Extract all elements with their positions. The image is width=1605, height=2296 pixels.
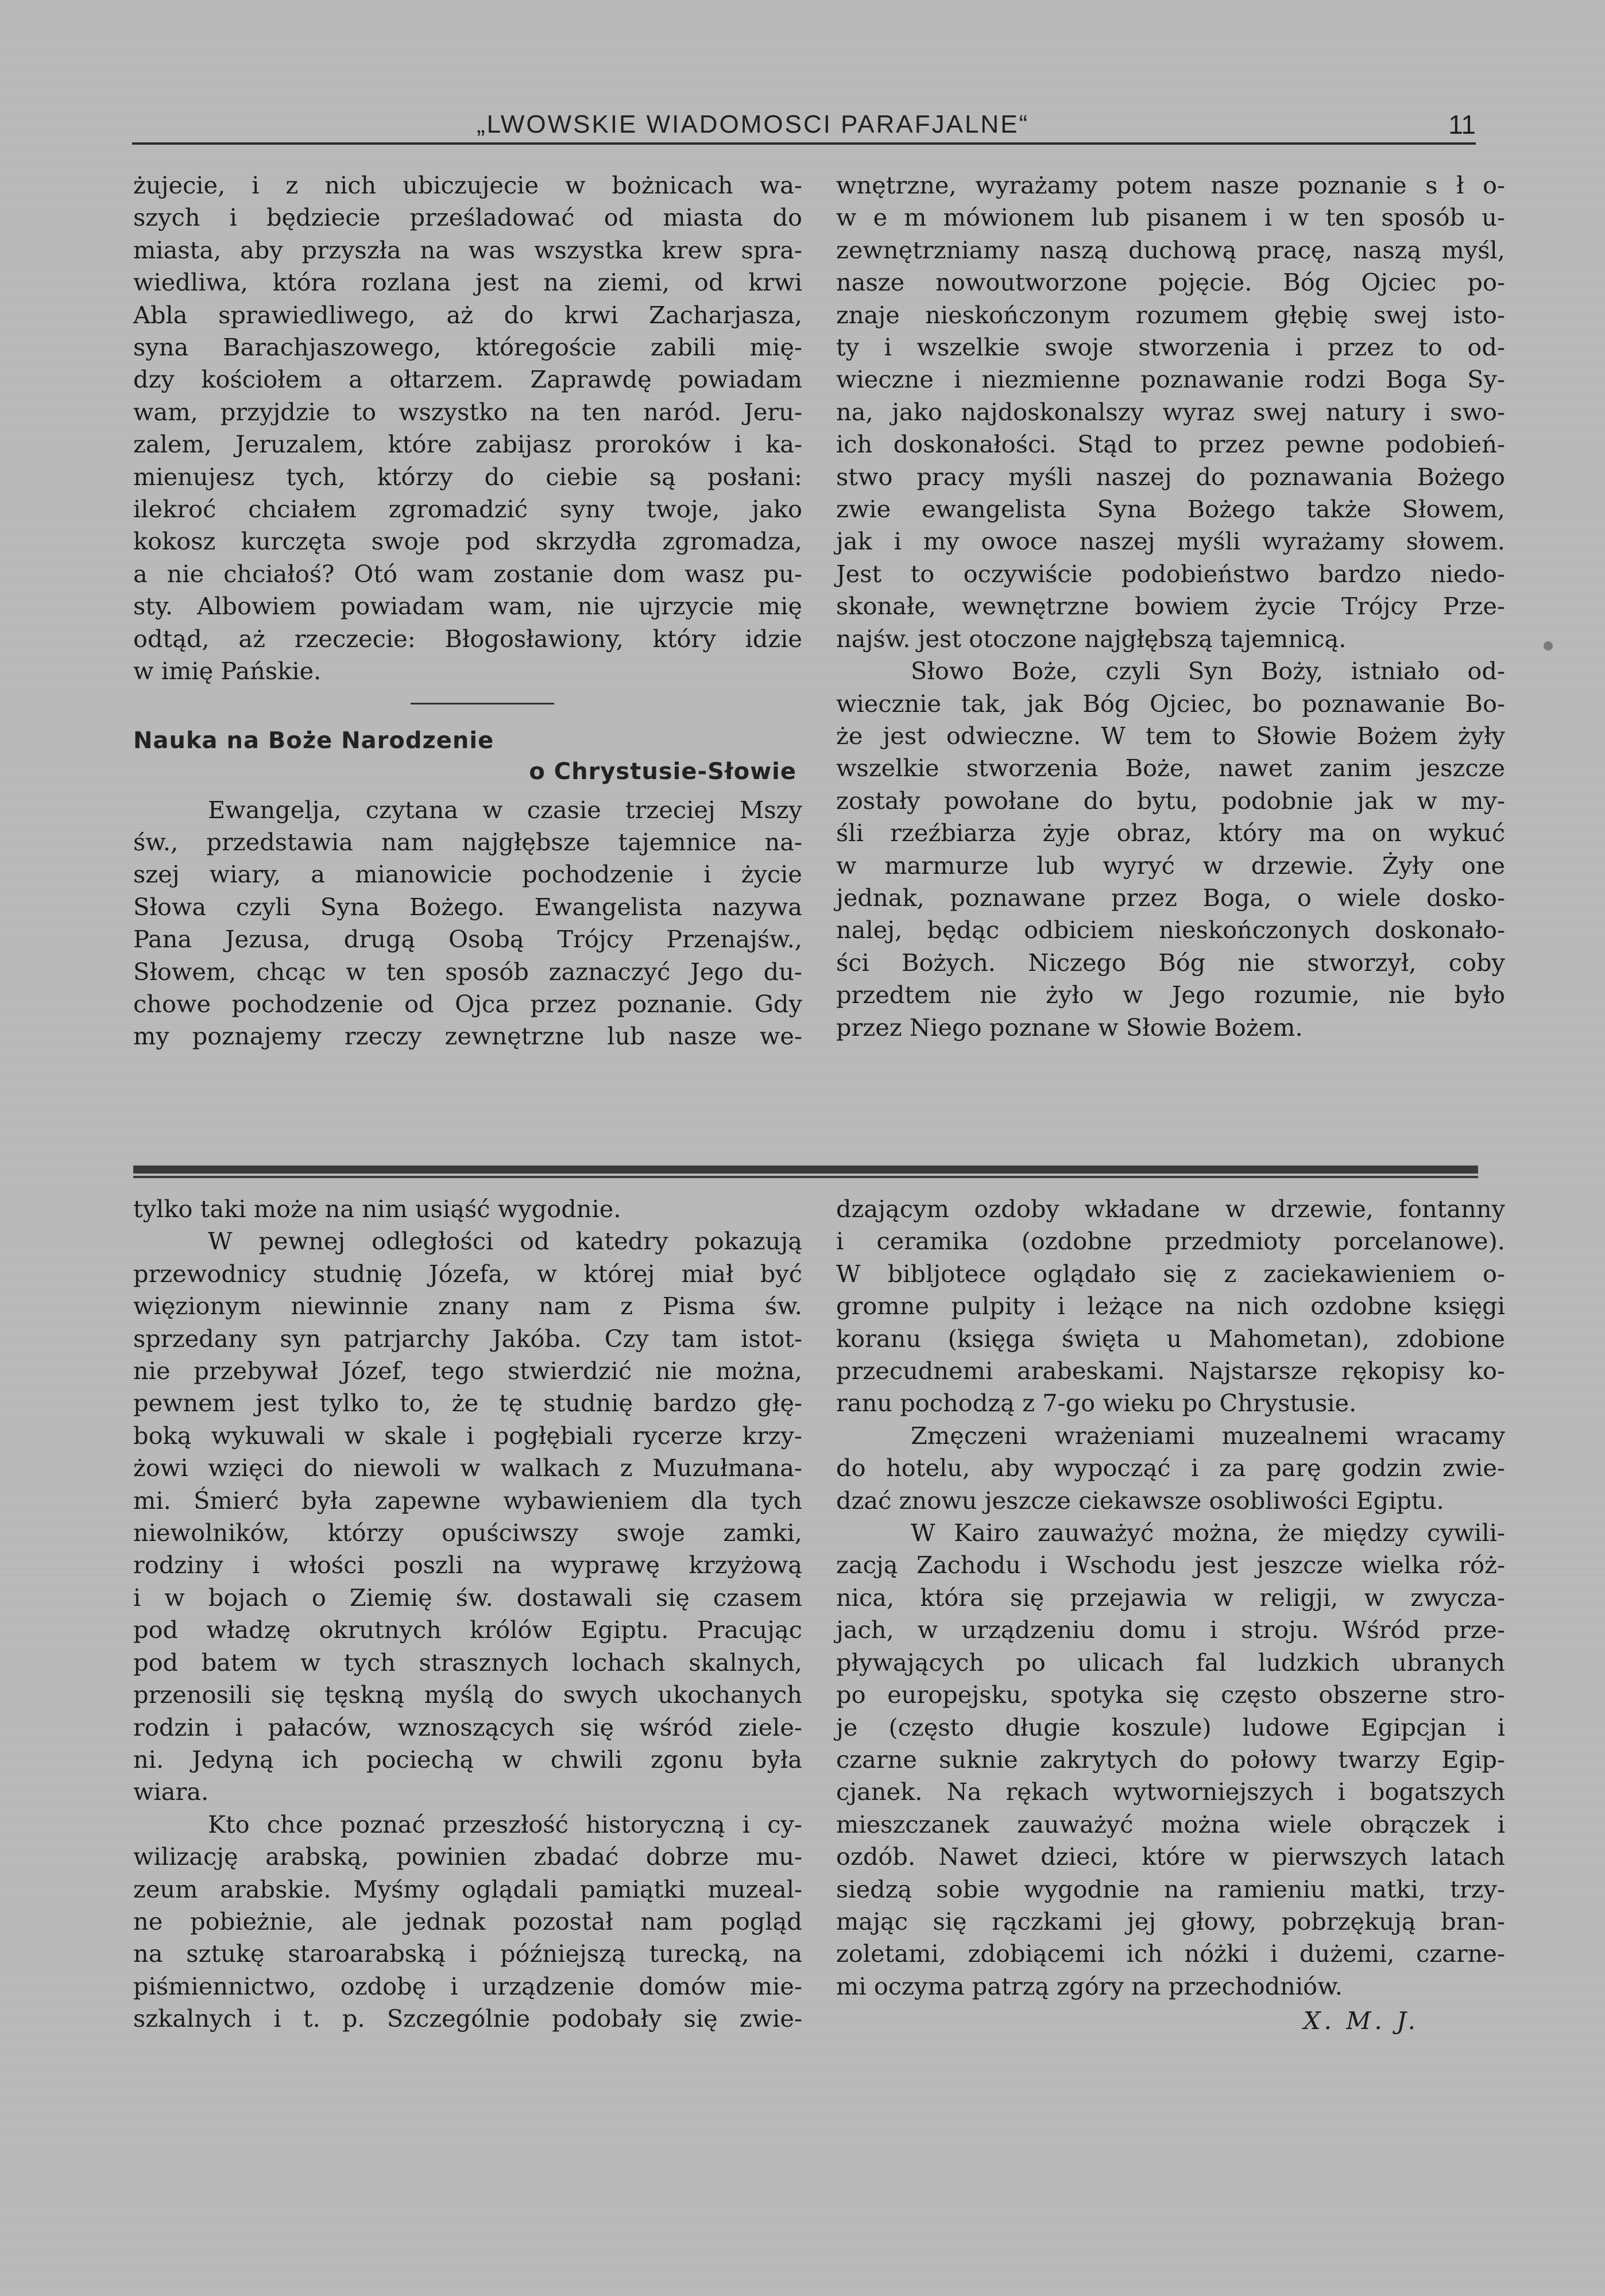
text-line: chowe pochodzenie od Ojca przez poznanie. Gdy: [133, 989, 802, 1018]
text-line: zoletami, zdobiącemi ich nóżki i dużemi, czarne-: [836, 1939, 1505, 1968]
text-line: zacją Zachodu i Wschodu jest jeszcze wielka róż-: [836, 1551, 1505, 1579]
text-line: stwo pracy myśli naszej do poznawania Bożego: [836, 462, 1505, 491]
text-line: wam, przyjdzie to wszystko na ten naród. Jeru-: [133, 397, 802, 426]
text-line: wiecznie tak, jak Bóg Ojciec, bo poznawanie Bo-: [836, 689, 1505, 718]
text-line: po europejsku, spotyka się często obszerne stro-: [836, 1681, 1505, 1709]
text-line: śli rzeźbiarza żyje obraz, który ma on wykuć: [836, 819, 1505, 847]
text-line: rodziny i włości poszli na wyprawę krzyżową: [133, 1551, 802, 1579]
text-line: Zmęczeni wrażeniami muzealnemi wracamy: [911, 1421, 1505, 1450]
running-header: [132, 103, 1476, 155]
text-line: ich doskonałości. Stąd to przez pewne podobień-: [836, 430, 1505, 459]
text-line: jak i my owoce naszej myśli wyrażamy słowem.: [836, 527, 1505, 556]
paragraph: [836, 1193, 1505, 1420]
text-line: czarne suknie zakrytych do połowy twarzy Egip-: [836, 1745, 1505, 1774]
text-line: mieszczanek zauważyć można wiele obrączek i: [836, 1810, 1505, 1838]
text-line: Abla sprawiedliwego, aż do krwi Zacharjasza,: [133, 300, 802, 329]
text-line: dzy kościołem a ołtarzem. Zaprawdę powiadam: [133, 365, 802, 394]
text-line: dzać znowu jeszcze ciekawsze osobliwości Egiptu.: [836, 1486, 1444, 1515]
text-line: zwie ewangelista Syna Bożego także Słowem,: [836, 495, 1505, 524]
text-line: więzionym niewinnie znany nam z Pisma św.: [133, 1292, 802, 1321]
text-line: zewnętrzniamy naszą duchową pracę, naszą myśl,: [836, 235, 1505, 264]
text-line: ne pobieżnie, ale jednak pozostał nam pogląd: [133, 1907, 802, 1935]
text-line: zostały powołane do bytu, podobnie jak w my-: [836, 786, 1505, 815]
text-line: my poznajemy rzeczy zewnętrzne lub nasze we-: [133, 1022, 802, 1051]
divider-thick-rule: [133, 1166, 1478, 1174]
column-bottom-right: [836, 1193, 1505, 2038]
text-line: jednak, poznawane przez Boga, o wiele dosko-: [836, 883, 1505, 912]
text-line: szkalnych i t. p. Szczególnie podobały się zwie-: [133, 2004, 802, 2033]
text-line: nica, która się przejawia w religji, w zwycza-: [836, 1583, 1505, 1612]
column-top-right: [836, 169, 1505, 1044]
text-line: Słowo Boże, czyli Syn Boży, istniało od-: [911, 657, 1505, 686]
text-line: Kto chce poznać przeszłość historyczną i cy-: [208, 1810, 802, 1838]
text-line: że jest odwieczne. W tem to Słowie Bożem żyły: [836, 721, 1505, 750]
publication-title: „LWOWSKIE WIADOMOSCI PARAFJALNE“: [477, 110, 1030, 138]
text-line: na sztukę staroarabską i późniejszą turecką, na: [133, 1939, 802, 1968]
text-line: tylko taki może na nim usiąść wygodnie.: [133, 1195, 621, 1223]
text-line: szych i będziecie prześladować od miasta do: [133, 203, 802, 232]
text-line: sprzedany syn patrjarchy Jakóba. Czy tam istot-: [133, 1324, 802, 1353]
divider-thin-rule: [133, 1176, 1478, 1178]
article-heading: [133, 725, 802, 787]
text-line: wieczne i niezmienne poznawanie rodzi Boga Sy-: [836, 365, 1505, 394]
text-line: żowi wzięci do niewoli w walkach z Muzułmana-: [133, 1454, 802, 1482]
text-line: wnętrzne, wyrażamy potem nasze poznanie s ł o-: [836, 171, 1505, 199]
text-line: najśw. jest otoczone najgłębszą tajemnicą.: [836, 624, 1347, 653]
column-top-left: [133, 169, 802, 1053]
text-line: w e m mówionem lub pisanem i w ten sposób u-: [836, 203, 1505, 232]
text-line: szej wiary, a mianowicie pochodzenie i życie: [133, 860, 802, 889]
text-line: piśmiennictwo, ozdobę i urządzenie domów mie-: [133, 1972, 802, 2000]
text-line: boką wykuwali w skale i pogłębiali rycerze krzy-: [133, 1421, 802, 1450]
text-line: przez Niego poznane w Słowie Bożem.: [836, 1013, 1303, 1041]
article-body-intro: [133, 794, 802, 1053]
paragraph: [836, 169, 1505, 655]
text-line: ści Bożych. Niczego Bóg nie stworzył, coby: [836, 948, 1505, 977]
text-line: miasta, aby przyszła na was wszystka krew spra-: [133, 235, 802, 264]
text-line: przenosili się tęskną myślą do swych ukochanych: [133, 1681, 802, 1709]
text-line: do hotelu, aby wypocząć i za parę godzin zwie-: [836, 1454, 1505, 1482]
text-line: gromne pulpity i leżące na nich ozdobne księgi: [836, 1292, 1505, 1321]
text-line: koranu (księga święta u Mahometan), zdobione: [836, 1324, 1505, 1353]
text-line: kokosz kurczęta swoje pod skrzydła zgromadza,: [133, 527, 802, 556]
scripture-passage: [133, 169, 802, 688]
text-line: pewnem jest tylko to, że tę studnię bardzo głę-: [133, 1389, 802, 1418]
text-line: żujecie, i z nich ubiczujecie w bożnicach wa-: [133, 171, 802, 199]
text-line: nasze nowoutworzone pojęcie. Bóg Ojciec po-: [836, 268, 1505, 297]
text-line: pływających po ulicach fal ludzkich ubranych: [836, 1648, 1505, 1676]
header-rule: [132, 142, 1476, 145]
text-line: pod batem w tych strasznych lochach skalnych,: [133, 1648, 802, 1676]
text-line: i ceramika (ozdobne przedmioty porcelanowe).: [836, 1227, 1505, 1256]
paragraph: [836, 655, 1505, 1044]
text-line: Pana Jezusa, drugą Osobą Trójcy Przenajśw.,: [133, 925, 802, 954]
paragraph: [133, 1193, 802, 1225]
text-line: przecudnemi arabeskami. Najstarsze rękopisy ko-: [836, 1357, 1505, 1385]
paragraph: [133, 1809, 802, 2035]
text-line: W bibljotece oglądało się z zaciekawieniem o-: [836, 1259, 1505, 1288]
text-line: dzającym ozdoby wkładane w drzewie, fontanny: [836, 1195, 1505, 1223]
text-line: przewodnicy studnię Józefa, w której miał być: [133, 1259, 802, 1288]
paragraph: [836, 1517, 1505, 2003]
text-line: wiedliwa, która rozlana jest na ziemi, od krwi: [133, 268, 802, 297]
text-line: ranu pochodzą z 7-go wieku po Chrystusie.: [836, 1389, 1357, 1418]
text-line: syna Barachjaszowego, któregoście zabili mię-: [133, 333, 802, 362]
text-line: W pewnej odległości od katedry pokazują: [208, 1227, 802, 1256]
text-line: skonałe, wewnętrzne bowiem życie Trójcy Prze-: [836, 592, 1505, 621]
text-line: ni. Jedyną ich pociechą w chwili zgonu była: [133, 1745, 802, 1774]
text-line: siedzą sobie wygodnie na ramieniu matki, trzy-: [836, 1875, 1505, 1903]
text-line: i w bojach o Ziemię św. dostawali się czasem: [133, 1583, 802, 1612]
author-signature: X. M. J.: [1303, 2007, 1419, 2035]
paragraph: [133, 1225, 802, 1808]
text-line: nie przebywał Józef, tego stwierdzić nie można,: [133, 1357, 802, 1385]
text-line: Słowem, chcąc w ten sposób zaznaczyć Jego du-: [133, 957, 802, 986]
text-line: odtąd, aż rzeczecie: Błogosławiony, który idzie: [133, 624, 802, 653]
text-line: w imię Pańskie.: [133, 657, 322, 686]
section-divider: [133, 1166, 1478, 1178]
text-line: pod władzę okrutnych królów Egiptu. Pracując: [133, 1616, 802, 1644]
text-line: mienujesz tych, którzy do ciebie są posłani:: [133, 462, 802, 491]
article-heading-line2: o Chrystusie-Słowie: [529, 758, 796, 785]
text-line: św., przedstawia nam najgłębsze tajemnice na-: [133, 827, 802, 856]
text-line: przedtem nie żyło w Jego rozumie, nie było: [836, 981, 1505, 1009]
text-line: zalem, Jeruzalem, które zabijasz proroków i ka-: [133, 430, 802, 459]
column-bottom-left: [133, 1193, 802, 2035]
text-line: znaje nieskończonym rozumem głębię swej isto-: [836, 300, 1505, 329]
text-line: wiara.: [133, 1778, 209, 1806]
paragraph: [836, 1420, 1505, 1517]
short-divider-rule: [411, 703, 554, 704]
text-line: Słowa czyli Syna Bożego. Ewangelista nazywa: [133, 892, 802, 921]
text-line: cjanek. Na rękach wytworniejszych i bogatszych: [836, 1778, 1505, 1806]
text-line: je (często długie koszule) ludowe Egipcjan i: [836, 1713, 1505, 1741]
text-line: a nie chciałoś? Otó wam zostanie dom wasz pu-: [133, 559, 802, 588]
text-line: ilekroć chciałem zgromadzić syny twoje, jako: [133, 495, 802, 524]
text-line: Ewangelja, czytana w czasie trzeciej Mszy: [208, 795, 802, 824]
text-line: mi. Śmierć była zapewne wybawieniem dla tych: [133, 1486, 802, 1515]
article-heading-line1: Nauka na Boże Narodzenie: [133, 727, 494, 754]
text-line: w marmurze lub wyryć w drzewie. Żyły one: [836, 851, 1505, 880]
text-line: ozdób. Nawet dzieci, które w pierwszych latach: [836, 1842, 1505, 1871]
paper-blemish: [1544, 641, 1553, 651]
text-line: wilizację arabską, powinien zbadać dobrze mu-: [133, 1842, 802, 1871]
text-line: rodzin i pałaców, wznoszących się wśród ziele-: [133, 1713, 802, 1741]
text-line: mając się rączkami jej głowy, pobrzękują bran-: [836, 1907, 1505, 1935]
text-line: Jest to oczywiście podobieństwo bardzo niedo-: [836, 559, 1505, 588]
text-line: jach, w urządzeniu domu i stroju. Wśród prze-: [836, 1616, 1505, 1644]
text-line: W Kairo zauważyć można, że między cywili-: [911, 1519, 1505, 1547]
text-line: wszelkie stworzenia Boże, nawet zanim jeszcze: [836, 754, 1505, 783]
text-line: ty i wszelkie swoje stworzenia i przez to od-: [836, 333, 1505, 362]
text-line: sty. Albowiem powiadam wam, nie ujrzycie mię: [133, 592, 802, 621]
text-line: na, jako najdoskonalszy wyraz swej natury i swo-: [836, 397, 1505, 426]
text-line: nalej, będąc odbiciem nieskończonych doskonało-: [836, 916, 1505, 944]
text-line: niewolników, którzy opuściwszy swoje zamki,: [133, 1519, 802, 1547]
page-number: 11: [1448, 110, 1476, 140]
text-line: mi oczyma patrzą zgóry na przechodniów.: [836, 1972, 1343, 2000]
text-line: zeum arabskie. Myśmy oglądali pamiątki muzeal-: [133, 1875, 802, 1903]
